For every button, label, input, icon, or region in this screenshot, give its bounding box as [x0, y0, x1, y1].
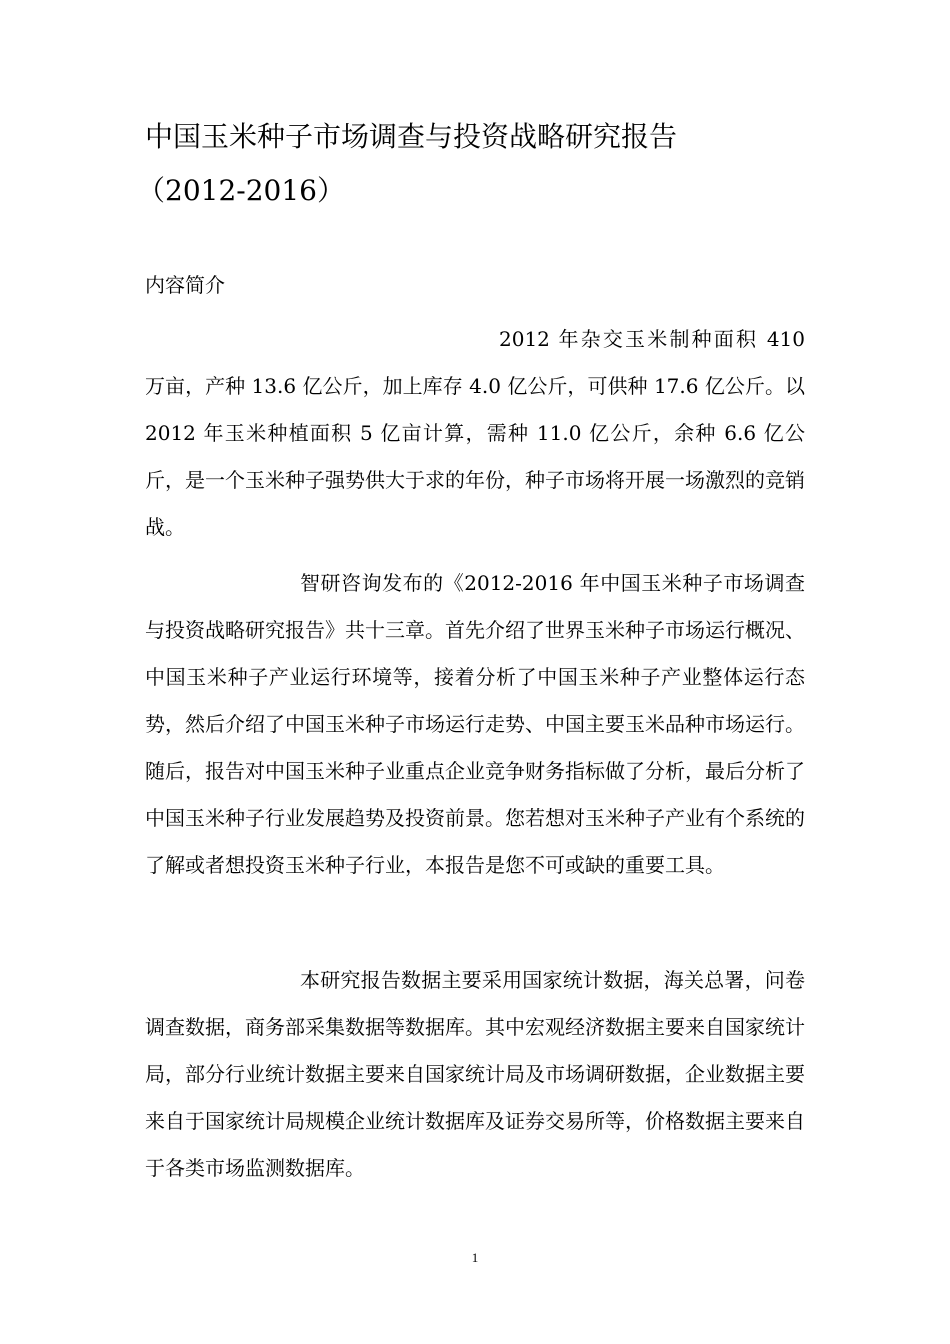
document-title	[137, 110, 825, 218]
paragraph-seed-supply: 2012 年杂交玉米制种面积 410 万亩，产种 13.6 亿公斤，加上库存 4.0 亿公斤，可供种 17.6 亿公斤。以 2012 年玉米种植面积 5 亿亩计算，需种 11.0 亿公斤，余种 6.6 亿公斤，是一个玉米种子强势供大于求的年份，种子市场将开展一场激烈的竞销战。	[145, 327, 805, 539]
paragraph-data-sources: 本研究报告数据主要采用国家统计数据，海关总署，问卷调查数据，商务部采集数据等数据库。其中宏观经济数据主要来自国家统计局，部分行业统计数据主要来自国家统计局及市场调研数据，企业数据主要来自于国家统计局规模企业统计数据库及证券交易所等，价格数据主要来自于各类市场监测数据库。	[145, 968, 805, 1180]
paragraph-report-overview: 智研咨询发布的《2012-2016 年中国玉米种子市场调查与投资战略研究报告》共十三章。首先介绍了世界玉米种子市场运行概况、中国玉米种子产业运行环境等，接着分析了中国玉米种子产业整体运行态势，然后介绍了中国玉米种子市场运行走势、中国主要玉米品种市场运行。随后，报告对中国玉米种子业重点企业竞争财务指标做了分析，最后分析了中国玉米种子行业发展趋势及投资前景。您若想对玉米种子产业有个系统的了解或者想投资玉米种子行业，本报告是您不可或缺的重要工具。	[145, 571, 805, 877]
title-line-years: （2012-2016）	[137, 174, 345, 207]
title-line-main: 中国玉米种子市场调查与投资战略研究报告	[145, 120, 678, 153]
page-number: 1	[471, 1250, 479, 1265]
section-heading-summary: 内容简介	[145, 273, 225, 297]
